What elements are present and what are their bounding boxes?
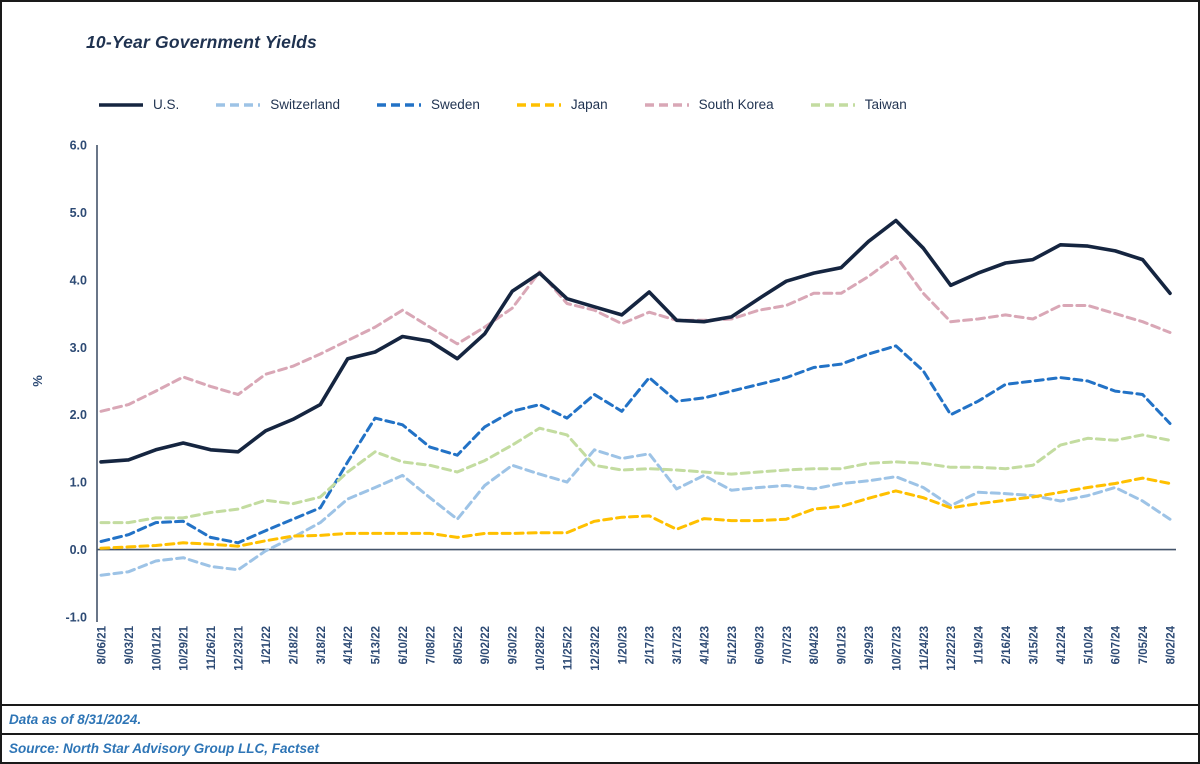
x-tick-label: 6/07/24 — [1110, 626, 1123, 665]
chart-title: 10-Year Government Yields — [86, 32, 317, 52]
x-tick-label: 12/23/21 — [233, 626, 246, 671]
series-line-japan — [101, 478, 1170, 548]
x-tick-label: 7/08/22 — [425, 626, 438, 665]
x-tick-label: 7/07/23 — [781, 626, 794, 665]
series-line-south-korea — [101, 256, 1170, 411]
x-tick-label: 8/02/24 — [1165, 626, 1178, 665]
footer-source: Source: North Star Advisory Group LLC, Factset — [2, 733, 1198, 762]
series-line-u-s- — [101, 221, 1170, 462]
x-tick-label: 8/05/22 — [452, 626, 465, 665]
x-tick-label: 3/15/24 — [1028, 626, 1041, 665]
x-tick-label: 9/03/21 — [123, 626, 136, 665]
x-tick-label: 6/09/23 — [754, 626, 767, 665]
x-tick-label: 4/14/23 — [699, 626, 712, 665]
x-tick-label: 10/27/23 — [891, 626, 904, 671]
footer-data-as-of: Data as of 8/31/2024. — [2, 704, 1198, 733]
x-tick-label: 9/30/22 — [507, 626, 520, 665]
x-tick-label: 3/17/23 — [672, 626, 685, 665]
y-tick-label: 1.0 — [69, 475, 87, 490]
y-tick-label: 6.0 — [69, 138, 87, 153]
x-tick-label: 11/25/22 — [562, 626, 575, 671]
chart-plot-area — [2, 2, 1200, 764]
x-tick-label: 3/18/22 — [315, 626, 328, 665]
y-tick-label: 3.0 — [69, 340, 87, 355]
series-line-sweden — [101, 346, 1170, 543]
chart-footer — [2, 704, 1198, 762]
x-tick-label: 7/05/24 — [1138, 626, 1151, 665]
y-tick-label: 0.0 — [69, 543, 87, 558]
x-tick-label: 5/13/22 — [370, 626, 383, 665]
x-tick-label: 4/12/24 — [1055, 626, 1068, 665]
series-line-taiwan — [101, 428, 1170, 522]
x-tick-label: 11/24/23 — [918, 626, 931, 671]
x-tick-label: 9/29/23 — [863, 626, 876, 665]
y-axis-unit-label: % — [30, 375, 45, 387]
x-tick-label: 10/29/21 — [178, 626, 191, 671]
legend-label: Taiwan — [864, 97, 907, 112]
x-tick-label: 2/18/22 — [288, 626, 301, 665]
legend-label: South Korea — [698, 97, 774, 112]
x-tick-label: 12/23/22 — [589, 626, 602, 671]
y-tick-label: -1.0 — [65, 610, 87, 625]
x-tick-label: 8/06/21 — [96, 626, 109, 665]
x-tick-label: 8/04/23 — [809, 626, 822, 665]
series-line-switzerland — [101, 450, 1170, 575]
x-tick-label: 2/16/24 — [1001, 626, 1014, 665]
x-tick-label: 5/10/24 — [1083, 626, 1096, 665]
x-tick-label: 10/28/22 — [535, 626, 548, 671]
legend-label: U.S. — [153, 97, 180, 112]
y-tick-label: 4.0 — [69, 273, 87, 288]
x-tick-label: 1/21/22 — [260, 626, 273, 665]
legend-label: Japan — [570, 97, 608, 112]
x-tick-label: 1/20/23 — [617, 626, 630, 665]
x-tick-label: 9/02/22 — [480, 626, 493, 665]
x-tick-label: 10/01/21 — [151, 626, 164, 671]
x-tick-label: 12/22/23 — [946, 626, 959, 671]
x-tick-label: 1/19/24 — [973, 626, 986, 665]
x-tick-label: 6/10/22 — [398, 626, 411, 665]
x-tick-label: 5/12/23 — [726, 626, 739, 665]
legend-label: Switzerland — [270, 97, 341, 112]
y-tick-label: 2.0 — [69, 408, 87, 423]
x-tick-label: 2/17/23 — [644, 626, 657, 665]
y-tick-label: 5.0 — [69, 205, 87, 220]
x-tick-label: 11/26/21 — [206, 626, 219, 671]
x-tick-label: 9/01/23 — [836, 626, 849, 665]
x-tick-label: 4/14/22 — [343, 626, 356, 665]
legend-label: Sweden — [431, 97, 480, 112]
